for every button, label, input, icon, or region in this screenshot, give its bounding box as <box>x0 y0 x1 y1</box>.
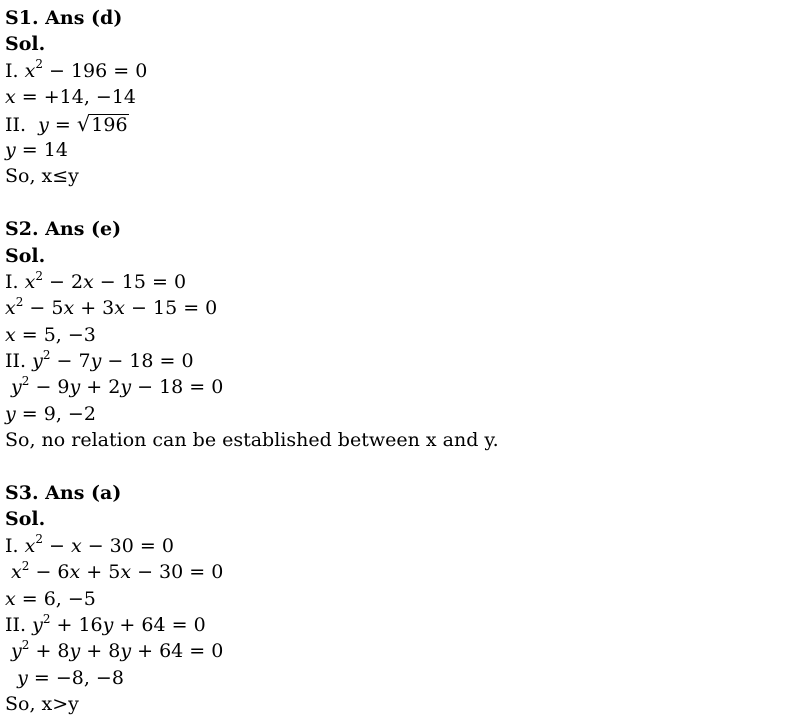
equation: y = 9, −2 <box>5 402 96 425</box>
sol-label: Sol. <box>5 33 46 56</box>
spacer <box>5 190 795 216</box>
equation: y = √196 <box>38 111 128 136</box>
equation-line <box>5 612 795 638</box>
equation-line <box>5 665 795 691</box>
equation: y = 14 <box>5 138 68 161</box>
equation-line <box>5 269 795 295</box>
conclusion: So, x>y <box>5 693 79 716</box>
spacer <box>5 454 795 480</box>
equation: x = 6, −5 <box>5 587 96 610</box>
solution-heading: S2. Ans (e) <box>5 218 122 241</box>
equation: $y^2 - 9y + 2y - 18 = 0$ <box>11 374 224 399</box>
equation: $x^2 - 6x + 5x - 30 = 0$ <box>11 558 224 584</box>
sol-label: Sol. <box>5 244 46 267</box>
line-prefix <box>5 667 17 689</box>
solution-block-1 <box>5 5 795 190</box>
equation: $y^2 + 16y + 64 = 0$ <box>32 611 206 636</box>
equation-line <box>5 84 795 110</box>
equation: $y^2 + 8y + 8y + 64 = 0$ <box>11 638 224 663</box>
sol-label: Sol. <box>5 508 46 531</box>
equation: y = −8, −8 <box>17 666 124 689</box>
equation: $x^2 - 2x - 15 = 0$ <box>24 268 187 293</box>
equation: x = 5, −3 <box>5 323 96 346</box>
line-prefix: I. <box>5 534 25 557</box>
solution-block-3 <box>5 480 795 718</box>
equation-line <box>5 533 795 559</box>
solutions-document <box>5 5 795 718</box>
equation-line <box>5 295 795 321</box>
equation: $x^2 - 196 = 0$ <box>24 57 148 82</box>
solution-block-2 <box>5 216 795 454</box>
equation: $y^2 - 7y - 18 = 0$ <box>32 347 194 373</box>
solution-heading: S1. Ans (d) <box>5 7 123 29</box>
equation: x = +14, −14 <box>5 86 136 109</box>
equation-line <box>5 586 795 612</box>
equation: $x^2 - 5x + 3x - 15 = 0$ <box>5 294 218 320</box>
equation-line <box>5 111 795 137</box>
equation: $x^2 - x - 30 = 0$ <box>24 532 174 557</box>
equation-line <box>5 559 795 585</box>
equation-line <box>5 374 795 400</box>
equation-line <box>5 322 795 348</box>
conclusion: So, no relation can be established between x and y. <box>5 429 499 452</box>
line-prefix: II. <box>5 350 33 373</box>
equation-line <box>5 638 795 664</box>
line-prefix: II. <box>5 613 33 636</box>
line-prefix: I. <box>5 270 25 293</box>
equation-line <box>5 58 795 84</box>
conclusion: So, x≤y <box>5 165 79 188</box>
solution-heading: S3. Ans (a) <box>5 482 122 505</box>
equation-line <box>5 401 795 427</box>
line-prefix: I. <box>5 59 25 82</box>
equation-line <box>5 137 795 163</box>
equation-line <box>5 348 795 374</box>
line-prefix: II. <box>5 113 39 136</box>
